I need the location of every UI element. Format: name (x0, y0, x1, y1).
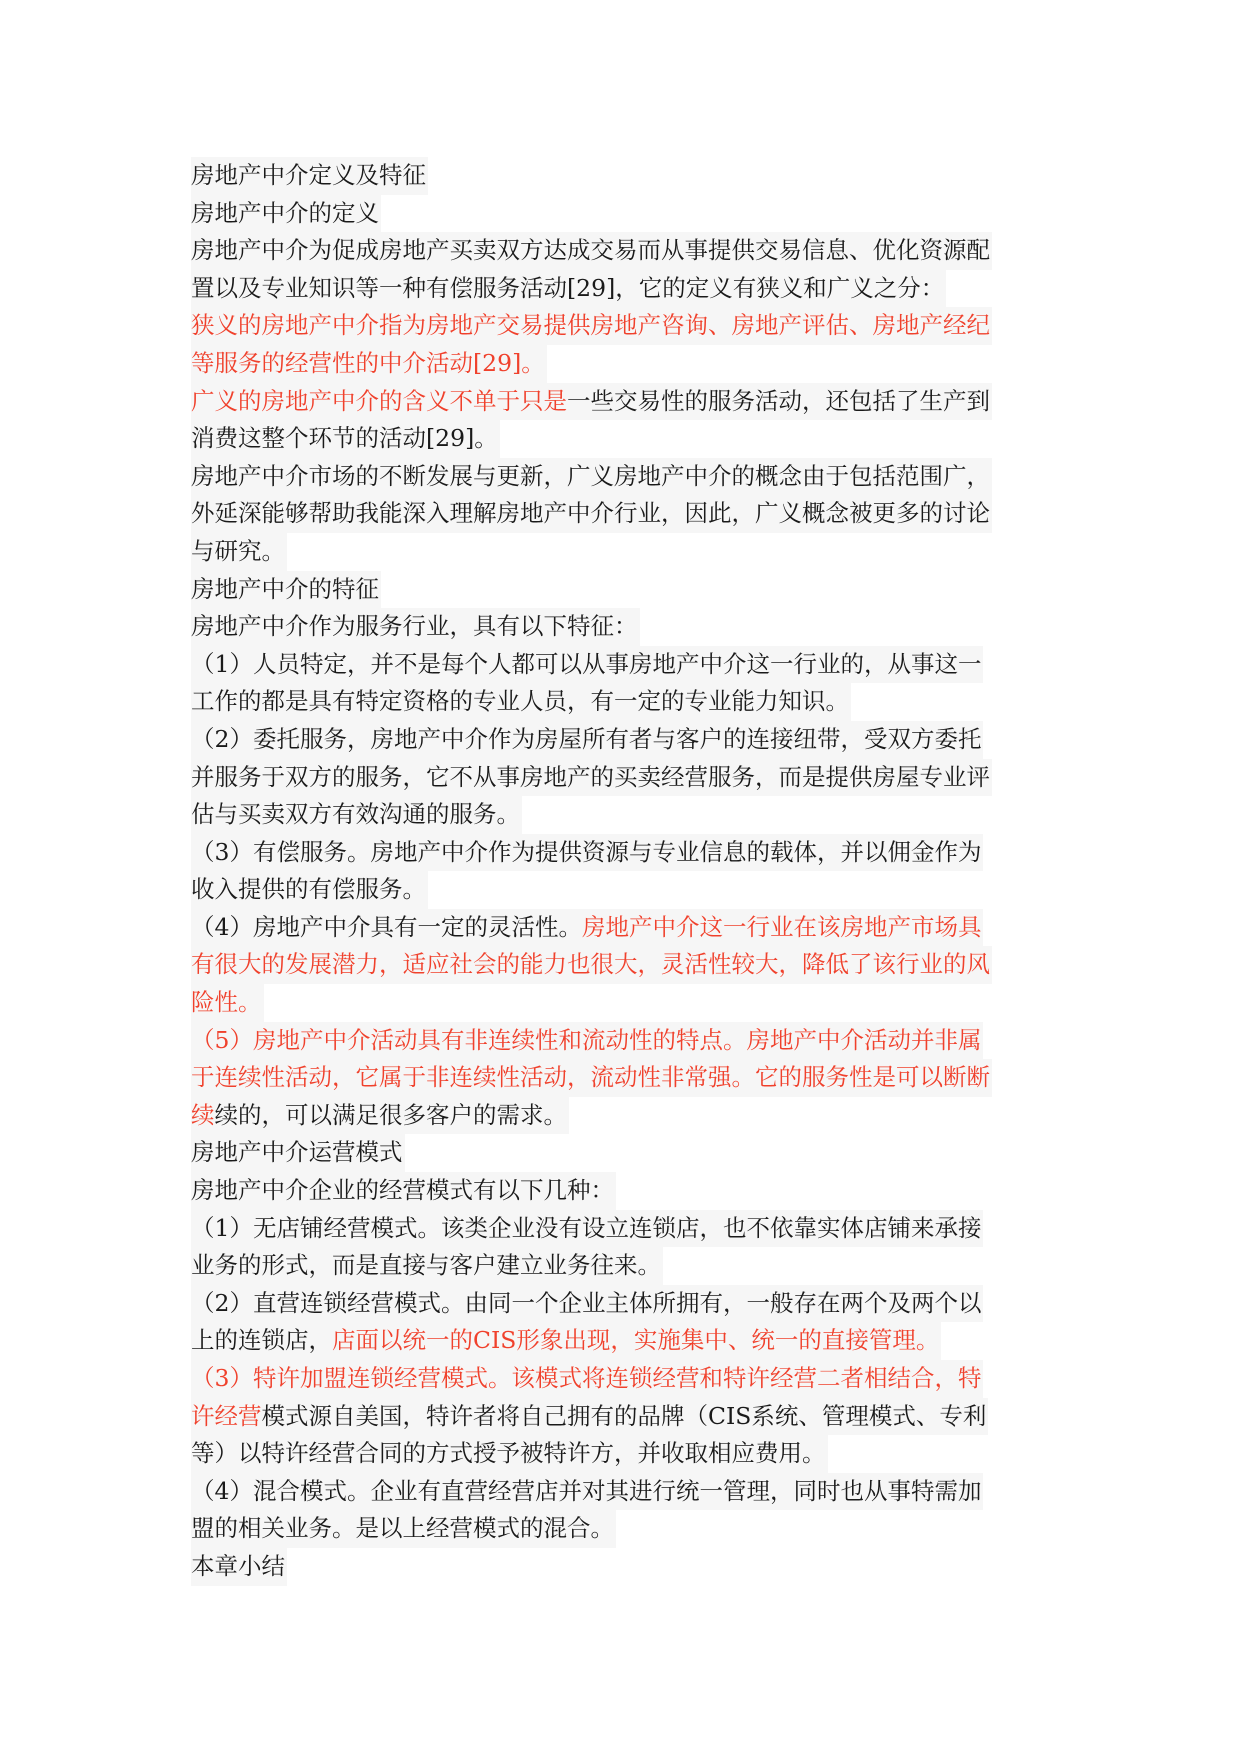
text-line (191, 984, 1071, 1022)
body-text: 上的连锁店， (191, 1326, 332, 1355)
highlighted-text: （5）房地产中介活动具有非连续性和流动性的特点。房地产中介活动并非属 (191, 1025, 982, 1054)
text-line (191, 458, 1071, 496)
text-line-highlight (191, 1322, 941, 1360)
text-line-highlight (191, 1548, 287, 1586)
highlighted-text: 有很大的发展潜力，适应社会的能力也很大，灵活性较大，降低了该行业的风 (191, 950, 990, 979)
text-line-highlight (191, 345, 547, 383)
text-line (191, 345, 1071, 383)
text-line-highlight (191, 383, 992, 421)
text-line-highlight (191, 683, 851, 721)
text-line (191, 1285, 1071, 1323)
text-line-highlight (191, 1435, 828, 1473)
body-text: 房地产中介运营模式 (191, 1138, 403, 1167)
text-line-highlight (191, 157, 428, 195)
body-text: 房地产中介市场的不断发展与更新，广义房地产中介的概念由于包括范围广， (191, 461, 990, 490)
highlighted-text: 房地产中介这一行业在该房地产市场具 (581, 912, 982, 941)
text-line (191, 871, 1071, 909)
text-line (191, 683, 1071, 721)
body-text: （1）无店铺经营模式。该类企业没有设立连锁店，也不依靠实体店铺来承接 (191, 1213, 982, 1242)
body-text: 并服务于双方的服务，它不从事房地产的买卖经营服务，而是提供房屋专业评 (191, 762, 990, 791)
text-line-highlight (191, 1360, 983, 1398)
highlighted-text: 续 (191, 1100, 215, 1129)
text-line-highlight (191, 1059, 992, 1097)
text-line (191, 1059, 1071, 1097)
text-line-highlight (191, 871, 428, 909)
text-line (191, 1322, 1071, 1360)
highlighted-text: 险性。 (191, 988, 262, 1017)
text-line-highlight (191, 796, 522, 834)
highlighted-text: （3）特许加盟连锁经营模式。该模式将连锁经营和特许经营二者相结合，特 (191, 1364, 982, 1392)
body-text: 外延深能够帮助我能深入理解房地产中介行业，因此，广义概念被更多的讨论 (191, 499, 990, 528)
text-line (191, 1398, 1071, 1436)
highlighted-text: 许经营 (191, 1401, 262, 1430)
text-line (191, 1548, 1071, 1586)
body-text: 房地产中介定义及特征 (191, 161, 426, 189)
text-line-highlight (191, 1210, 983, 1248)
body-text: （2）直营连锁经营模式。由同一个企业主体所拥有，一般存在两个及两个以 (191, 1288, 982, 1317)
text-line (191, 608, 1071, 646)
body-text: 业务的形式，而是直接与客户建立业务往来。 (191, 1251, 661, 1280)
text-line (191, 157, 1071, 195)
text-line (191, 495, 1071, 533)
text-line-highlight (191, 1473, 983, 1511)
text-line-highlight (191, 195, 381, 233)
text-line (191, 533, 1071, 571)
text-line-highlight (191, 834, 983, 872)
body-text: 房地产中介企业的经营模式有以下几种： (191, 1176, 614, 1205)
text-line (191, 759, 1071, 797)
text-line (191, 307, 1071, 345)
body-text: 置以及专业知识等一种有偿服务活动[29]，它的定义有狭义和广义之分： (191, 273, 945, 302)
body-text: 消费这整个环节的活动[29]。 (191, 424, 498, 453)
body-text: 与研究。 (191, 536, 285, 565)
text-line (191, 195, 1071, 233)
text-line (191, 1172, 1071, 1210)
text-line-highlight (191, 458, 992, 496)
body-text: 房地产中介的特征 (191, 574, 379, 603)
text-line-highlight (191, 1097, 569, 1135)
text-line (191, 1210, 1071, 1248)
text-line-highlight (191, 721, 983, 759)
body-text: 房地产中介作为服务行业，具有以下特征： (191, 612, 638, 641)
text-line-highlight (191, 1134, 405, 1172)
text-line (191, 232, 1071, 270)
text-line-highlight (191, 1285, 983, 1323)
text-line (191, 909, 1071, 947)
body-text: 房地产中介为促成房地产买卖双方达成交易而从事提供交易信息、优化资源配 (191, 236, 990, 265)
text-line-highlight (191, 495, 992, 533)
body-text: （4）混合模式。企业有直营经营店并对其进行统一管理，同时也从事特需加 (191, 1476, 982, 1505)
text-line-highlight (191, 307, 992, 345)
text-line-highlight (191, 646, 983, 684)
text-line (191, 270, 1071, 308)
text-line (191, 1134, 1071, 1172)
highlighted-text: 广义的房地产中介的含义不单于只是 (191, 386, 567, 415)
body-text: （2）委托服务，房地产中介作为房屋所有者与客户的连接纽带，受双方委托 (191, 724, 982, 753)
text-line (191, 1510, 1071, 1548)
text-line (191, 796, 1071, 834)
text-line-highlight (191, 1247, 663, 1285)
body-text: 房地产中介的定义 (191, 198, 379, 227)
text-line-highlight (191, 1022, 983, 1060)
document-body (191, 157, 1071, 1586)
body-text: 模式源自美国，特许者将自己拥有的品牌（CIS系统、管理模式、专利 (261, 1401, 987, 1430)
text-line (191, 420, 1071, 458)
body-text: 等）以特许经营合同的方式授予被特许方，并收取相应费用。 (191, 1439, 826, 1468)
body-text: （4）房地产中介具有一定的灵活性。 (191, 912, 582, 941)
highlighted-text: 等服务的经营性的中介活动[29]。 (191, 348, 545, 377)
text-line-highlight (191, 946, 992, 984)
text-line (191, 383, 1071, 421)
body-text: 一些交易性的服务活动，还包括了生产到 (567, 386, 990, 415)
text-line (191, 1360, 1071, 1398)
text-line (191, 1247, 1071, 1285)
text-line (191, 834, 1071, 872)
text-line-highlight (191, 608, 640, 646)
text-line-highlight (191, 984, 264, 1022)
text-line (191, 946, 1071, 984)
text-line (191, 1435, 1071, 1473)
highlighted-text: 于连续性活动，它属于非连续性活动，流动性非常强。它的服务性是可以断断 (191, 1063, 990, 1092)
text-line-highlight (191, 420, 500, 458)
body-text: （3）有偿服务。房地产中介作为提供资源与专业信息的载体，并以佣金作为 (191, 837, 982, 866)
text-line (191, 721, 1071, 759)
highlighted-text: 狭义的房地产中介指为房地产交易提供房地产咨询、房地产评估、房地产经纪 (191, 311, 990, 340)
text-line-highlight (191, 571, 381, 609)
text-line (191, 571, 1071, 609)
text-line-highlight (191, 1398, 988, 1436)
body-text: 续的，可以满足很多客户的需求。 (214, 1100, 567, 1129)
text-line (191, 1097, 1071, 1135)
text-line-highlight (191, 909, 983, 947)
text-line-highlight (191, 270, 946, 308)
text-line-highlight (191, 1172, 616, 1210)
text-line-highlight (191, 533, 287, 571)
body-text: （1）人员特定，并不是每个人都可以从事房地产中介这一行业的，从事这一 (191, 649, 982, 678)
text-line-highlight (191, 759, 992, 797)
body-text: 本章小结 (191, 1551, 285, 1580)
body-text: 盟的相关业务。是以上经营模式的混合。 (191, 1514, 614, 1543)
body-text: 估与买卖双方有效沟通的服务。 (191, 800, 520, 829)
body-text: 工作的都是具有特定资格的专业人员，有一定的专业能力知识。 (191, 687, 849, 716)
text-line-highlight (191, 232, 992, 270)
highlighted-text: 店面以统一的CIS形象出现，实施集中、统一的直接管理。 (332, 1326, 940, 1355)
text-line-highlight (191, 1510, 616, 1548)
text-line (191, 1022, 1071, 1060)
body-text: 收入提供的有偿服务。 (191, 875, 426, 904)
text-line (191, 1473, 1071, 1511)
text-line (191, 646, 1071, 684)
